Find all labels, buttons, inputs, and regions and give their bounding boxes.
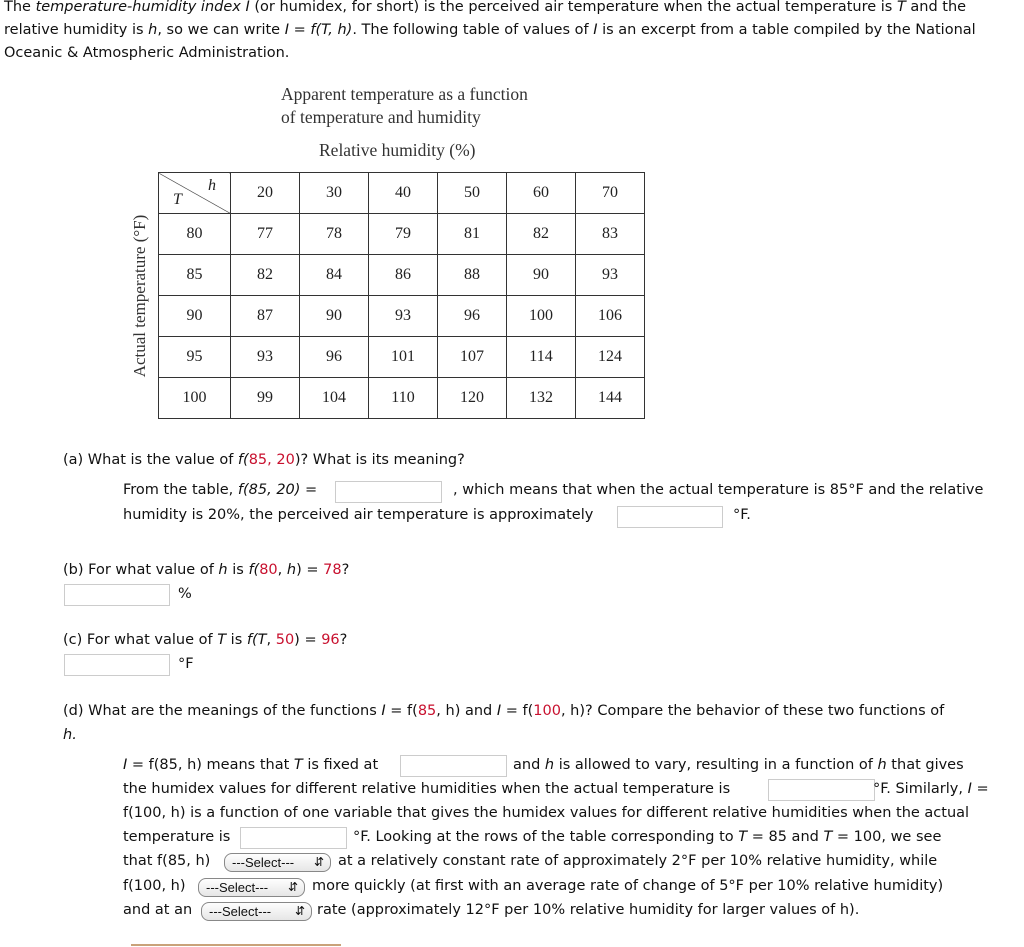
answer-a-line1-end: , which means that when the actual temperature is 85°F and the relative [453, 482, 984, 498]
updown-arrow-icon: ⇵ [294, 904, 305, 918]
select-rate[interactable]: ---Select--- ⇵ [201, 902, 312, 921]
bottom-divider [131, 944, 341, 946]
table-cell: 114 [507, 337, 576, 378]
table-caption-line1: Apparent temperature as a function [281, 84, 528, 104]
answer-d-line6: f(100, h) [123, 878, 186, 894]
table-cell: 79 [369, 214, 438, 255]
table-cell: 120 [438, 378, 507, 419]
table-cell: 132 [507, 378, 576, 419]
humidity-header: 40 [369, 173, 438, 214]
temp-header: 95 [159, 337, 231, 378]
column-title: Relative humidity (%) [319, 140, 476, 160]
table-row [159, 378, 645, 419]
answer-a-line2: humidity is 20%, the perceived air temperature is approximately [123, 507, 594, 523]
answer-a-temp-input[interactable] [617, 506, 723, 528]
question-a: (a) What is the value of f(85, 20)? What is its meaning? [63, 452, 465, 468]
answer-d-line1b: and h is allowed to vary, resulting in a function of h that gives [513, 757, 964, 773]
temp-header: 80 [159, 214, 231, 255]
term-humidex: temperature-humidity index I [35, 0, 250, 15]
table-cell: 87 [231, 296, 300, 337]
table-row [159, 255, 645, 296]
table-cell: 124 [576, 337, 645, 378]
answer-a-value-input[interactable] [335, 481, 442, 503]
temp-header: 90 [159, 296, 231, 337]
table-cell: 99 [231, 378, 300, 419]
humidity-header: 50 [438, 173, 507, 214]
question-d: (d) What are the meanings of the functions I = f(85, h) and I = f(100, h)? Compare the behavior of these two functions of [63, 703, 945, 719]
table-cell: 96 [438, 296, 507, 337]
humidity-header: 20 [231, 173, 300, 214]
select-behavior-100[interactable]: ---Select--- ⇵ [198, 878, 305, 897]
table-cell: 100 [507, 296, 576, 337]
table-cell: 110 [369, 378, 438, 419]
humidity-header: 30 [300, 173, 369, 214]
unit-percent: % [178, 586, 192, 602]
temp-header: 85 [159, 255, 231, 296]
table-cell: 77 [231, 214, 300, 255]
humidity-header: 70 [576, 173, 645, 214]
answer-d-actual-temp-input[interactable] [768, 779, 875, 801]
table-cell: 84 [300, 255, 369, 296]
answer-d-temp2-input[interactable] [240, 827, 347, 849]
answer-d-line2: the humidex values for different relative humidities when the actual temperature is [123, 781, 731, 797]
table-cell: 96 [300, 337, 369, 378]
answer-d-line1a: I = f(85, h) means that T is fixed at [123, 757, 379, 773]
answer-d-fixed-temp-input[interactable] [400, 755, 507, 777]
answer-d-line3: f(100, h) is a function of one variable that gives the humidex values for different relative humidities when the actual [123, 805, 970, 821]
answer-b-input[interactable] [64, 584, 170, 606]
answer-d-line4-end: °F. Looking at the rows of the table corresponding to T = 85 and T = 100, we see [353, 829, 942, 845]
table-cell: 90 [507, 255, 576, 296]
row-title: Actual temperature (°F) [130, 214, 149, 378]
table-caption-line2: of temperature and humidity [281, 107, 481, 127]
table-cell: 90 [300, 296, 369, 337]
answer-d-line7: and at an [123, 902, 193, 918]
table-cell: 144 [576, 378, 645, 419]
answer-d-line7-end: rate (approximately 12°F per 10% relative humidity for larger values of h). [317, 902, 860, 918]
select-behavior-85[interactable]: ---Select--- ⇵ [224, 853, 331, 872]
table-cell: 93 [576, 255, 645, 296]
table-cell: 82 [507, 214, 576, 255]
answer-d-line5-end: at a relatively constant rate of approximately 2°F per 10% relative humidity, while [338, 853, 938, 869]
table-cell: 104 [300, 378, 369, 419]
question-d-end: h. [63, 727, 77, 743]
answer-a-line1-start: From the table, f(85, 20) = [123, 482, 318, 498]
table-cell: 86 [369, 255, 438, 296]
temp-header: 100 [159, 378, 231, 419]
table-cell: 107 [438, 337, 507, 378]
updown-arrow-icon: ⇵ [313, 855, 324, 869]
intro-paragraph: The temperature-humidity index I (or humidex, for short) is the perceived air temperature when the actual temperature is T and the relative humidity is h, so we can write I = f(T, h). The following table of values of I is an excerpt from a table compiled by the National Oceanic & Atmospheric Administration. [4, 0, 976, 61]
table-row [159, 214, 645, 255]
answer-c-input[interactable] [64, 654, 170, 676]
unit-f: °F [178, 656, 194, 672]
humidity-header: 60 [507, 173, 576, 214]
table-cell: 93 [231, 337, 300, 378]
answer-d-line5: that f(85, h) [123, 853, 211, 869]
question-b: (b) For what value of h is f(80, h) = 78? [63, 562, 350, 578]
table-cell: 78 [300, 214, 369, 255]
answer-d-line4: temperature is [123, 829, 231, 845]
unit-f: °F. [733, 507, 751, 523]
table-cell: 106 [576, 296, 645, 337]
question-c: (c) For what value of T is f(T, 50) = 96? [63, 632, 348, 648]
answer-d-line6-end: more quickly (at first with an average rate of change of 5°F per 10% relative humidity) [312, 878, 944, 894]
table-cell: 88 [438, 255, 507, 296]
table-cell: 82 [231, 255, 300, 296]
table-cell: 93 [369, 296, 438, 337]
updown-arrow-icon: ⇵ [287, 880, 298, 894]
table-row [159, 337, 645, 378]
table-cell: 81 [438, 214, 507, 255]
table-cell: 83 [576, 214, 645, 255]
answer-d-line2-end: °F. Similarly, I = [873, 781, 989, 797]
table-row [159, 296, 645, 337]
humidex-table [158, 172, 645, 419]
table-cell: 101 [369, 337, 438, 378]
table-corner: h T [159, 173, 231, 214]
